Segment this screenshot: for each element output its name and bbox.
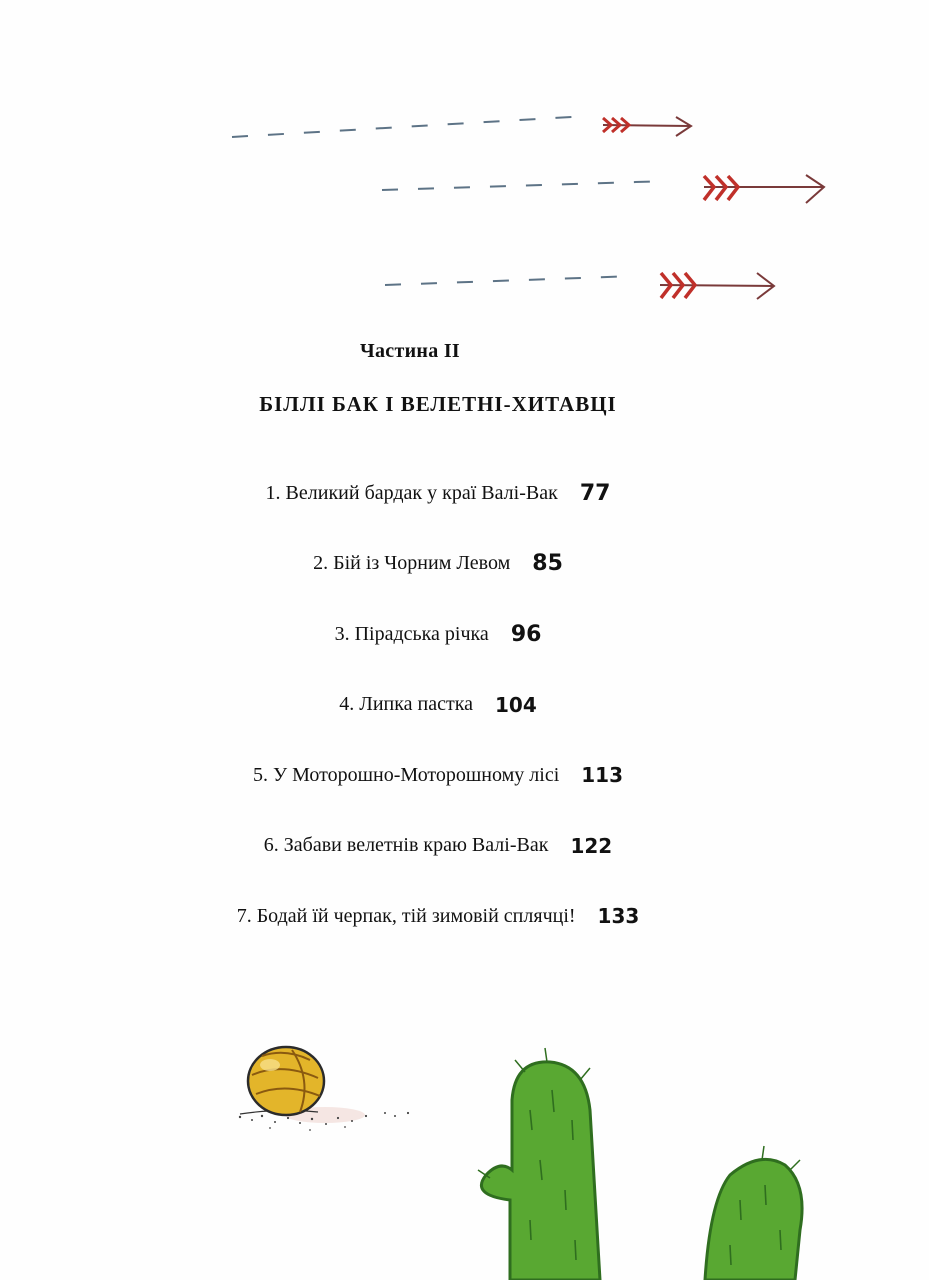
toc-entry-page: 113 <box>581 763 624 788</box>
cactus-large-icon <box>478 1048 600 1280</box>
toc-entry-title: 3. Пірадська річка <box>334 622 489 645</box>
part-label: Частина ІІ <box>360 340 460 362</box>
toc-entry-page: 85 <box>532 551 563 577</box>
toc-entry-page: 96 <box>510 621 542 647</box>
toc-entry-title: 5. У Моторошно-Моторошному лісі <box>252 763 560 786</box>
toc-entry-page: 77 <box>579 480 611 506</box>
toc-entry-page: 122 <box>570 833 613 858</box>
toc-entry-title: 4. Липка пастка <box>339 693 473 716</box>
toc-entry-title: 7. Бодай їй черпак, тій зимовій сплячці! <box>236 904 576 927</box>
toc-entry-page: 133 <box>597 904 640 929</box>
rolling-ball-icon <box>248 1047 324 1115</box>
toc-entry-title: 2. Бій із Чорним Левом <box>313 552 511 575</box>
part-title: БІЛЛІ БАК І ВЕЛЕТНІ-ХИТАВЦІ <box>259 392 617 416</box>
toc-entry-page: 104 <box>495 692 537 717</box>
dust-trail <box>239 1107 409 1131</box>
toc-entry-title: 1. Великий бардак у краї Валі-Вак <box>265 481 558 504</box>
toc-entry-title: 6. Забави велетнів краю Валі-Вак <box>263 834 549 857</box>
cactus-small-icon <box>705 1146 802 1280</box>
